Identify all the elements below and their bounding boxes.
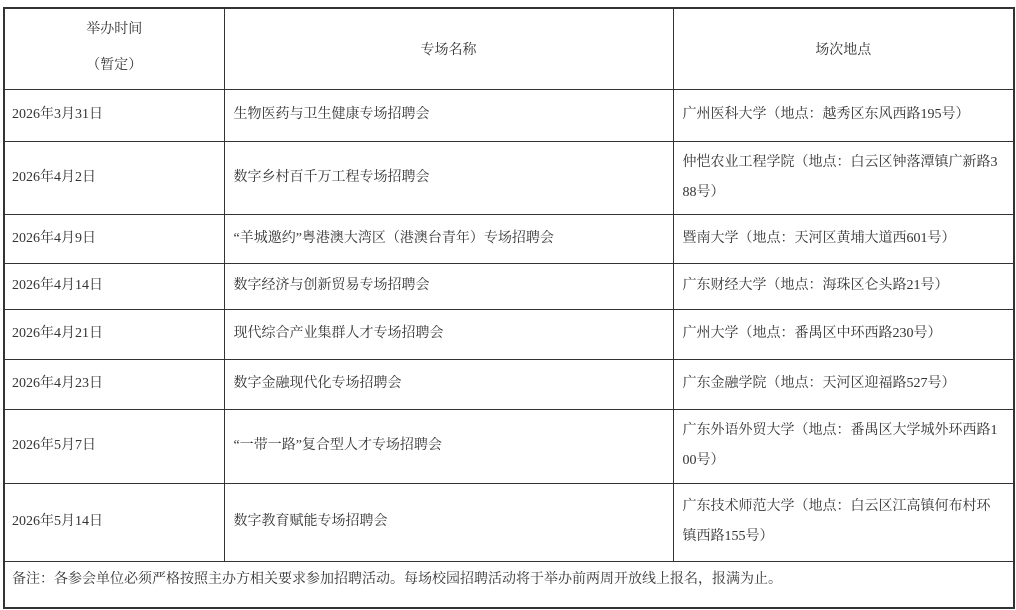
event-name-cell: “一带一路”复合型人才专场招聘会 [224, 409, 673, 483]
event-name-cell: 数字乡村百千万工程专场招聘会 [224, 141, 673, 214]
event-date-cell: 2026年5月7日 [4, 409, 224, 483]
table-row [4, 141, 1014, 214]
table-row [4, 409, 1014, 483]
table-row [4, 263, 1014, 309]
event-location-cell: 广东财经大学（地点：海珠区仑头路21号） [673, 263, 1014, 309]
table-row [4, 214, 1014, 263]
event-date-cell: 2026年3月31日 [4, 89, 224, 141]
note-row [4, 561, 1014, 608]
event-name-cell: “羊城邀约”粤港澳大湾区（港澳台青年）专场招聘会 [224, 214, 673, 263]
event-name-cell: 数字金融现代化专场招聘会 [224, 359, 673, 409]
note-text: 备注：各参会单位必须严格按照主办方相关要求参加招聘活动。每场校园招聘活动将于举办前两周开放线上报名，报满为止。 [4, 561, 1014, 608]
event-date-cell: 2026年4月21日 [4, 309, 224, 359]
header-name-cell: 专场名称 [224, 8, 673, 89]
event-date-cell: 2026年4月23日 [4, 359, 224, 409]
event-date-cell: 2026年4月2日 [4, 141, 224, 214]
event-date-cell: 2026年5月14日 [4, 483, 224, 561]
event-location-cell: 广东金融学院（地点：天河区迎福路527号） [673, 359, 1014, 409]
event-date-cell: 2026年4月9日 [4, 214, 224, 263]
table-row [4, 359, 1014, 409]
event-date-cell: 2026年4月14日 [4, 263, 224, 309]
table-row [4, 483, 1014, 561]
header-location-cell: 场次地点 [673, 8, 1014, 89]
event-name-cell: 生物医药与卫生健康专场招聘会 [224, 89, 673, 141]
event-location-cell: 广州大学（地点：番禺区中环西路230号） [673, 309, 1014, 359]
event-location-cell: 广东技术师范大学（地点：白云区江高镇何布村环镇西路155号） [673, 483, 1014, 561]
table-row [4, 89, 1014, 141]
event-location-cell: 仲恺农业工程学院（地点：白云区钟落潭镇广新路388号） [673, 141, 1014, 214]
event-name-cell: 数字经济与创新贸易专场招聘会 [224, 263, 673, 309]
event-location-cell: 广州医科大学（地点：越秀区东风西路195号） [673, 89, 1014, 141]
schedule-table [3, 7, 1015, 609]
event-location-cell: 暨南大学（地点：天河区黄埔大道西601号） [673, 214, 1014, 263]
event-name-cell: 数字教育赋能专场招聘会 [224, 483, 673, 561]
table-row [4, 309, 1014, 359]
header-time-cell [4, 8, 224, 89]
event-name-cell: 现代综合产业集群人才专场招聘会 [224, 309, 673, 359]
table-header-row [4, 8, 1014, 89]
schedule-table-container [3, 7, 1015, 609]
event-location-cell: 广东外语外贸大学（地点：番禺区大学城外环西路100号） [673, 409, 1014, 483]
header-time-label: 举办时间 [86, 22, 143, 37]
header-time-tentative-label: （暂定） [86, 58, 143, 73]
